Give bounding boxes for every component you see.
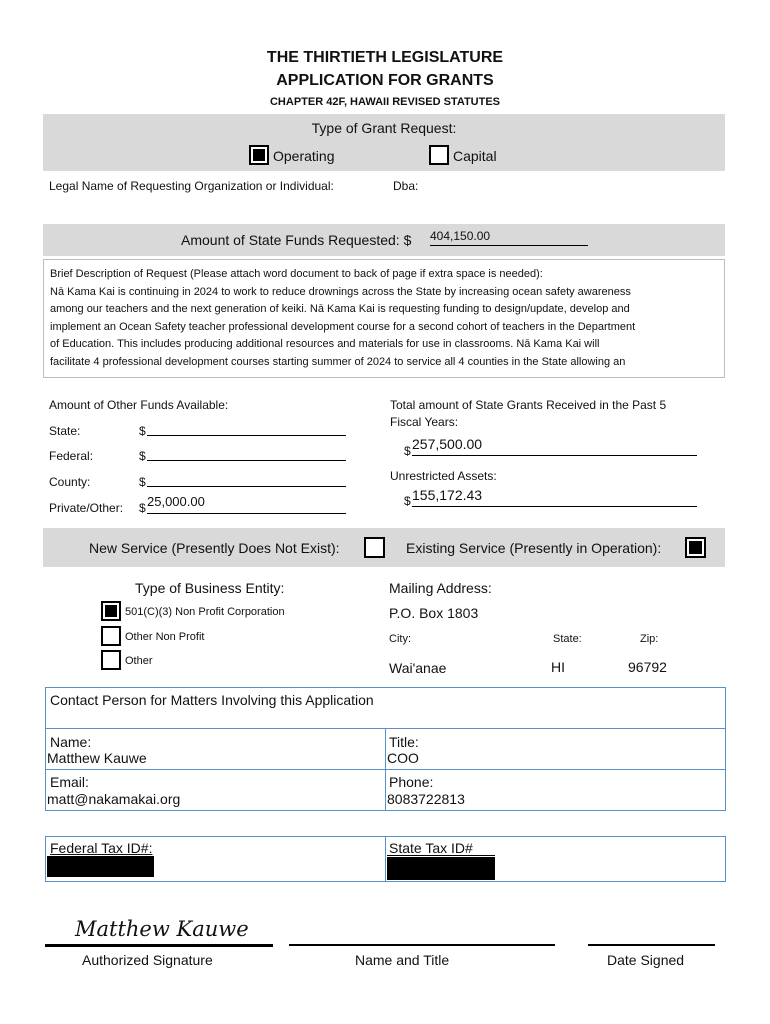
state-funds-line xyxy=(147,435,346,436)
dba-label: Dba: xyxy=(393,179,419,193)
name-title-label: Name and Title xyxy=(355,952,450,968)
date-signed-label: Date Signed xyxy=(607,952,685,968)
other-entity-checkbox[interactable] xyxy=(101,650,121,670)
state-grants-value[interactable]: 257,500.00 xyxy=(412,436,483,452)
state-label: State: xyxy=(553,633,582,645)
unrestricted-assets-line xyxy=(412,506,697,507)
unrestricted-assets-value[interactable]: 155,172.43 xyxy=(412,487,483,503)
unrestricted-assets-dollar: $ xyxy=(404,494,411,508)
description-line: implement an Ocean Safety teacher professional development course for a second cohort of teachers in the Department xyxy=(50,320,636,333)
city-label: City: xyxy=(389,633,411,645)
form-subtitle-chapter: CHAPTER 42F, HAWAII REVISED STATUTES xyxy=(269,96,500,108)
legal-name-label: Legal Name of Requesting Organization or Individual: xyxy=(49,179,334,193)
private-funds-dollar: $ xyxy=(139,501,146,515)
title-value[interactable]: COO xyxy=(387,750,419,766)
phone-value[interactable]: 8083722813 xyxy=(387,791,465,807)
title-label: Title: xyxy=(389,734,419,750)
description-line: Nā Kama Kai is continuing in 2024 to work to reduce drownings across the State by increasing ocean safety awareness xyxy=(50,285,631,298)
city-value[interactable]: Wai'anae xyxy=(389,660,447,676)
description-line: of Education. This includes producing additional resources and materials for use in classrooms. Nā Kama Kai will xyxy=(50,338,600,350)
state-grants-dollar: $ xyxy=(404,444,411,458)
new-service-checkbox[interactable] xyxy=(364,537,385,558)
state-funds-label: State: xyxy=(49,424,81,438)
state-tax-id-redaction xyxy=(387,857,495,880)
description-label: Brief Description of Request (Please attach word document to back of page if extra space is needed): xyxy=(50,268,543,280)
new-service-label: New Service (Presently Does Not Exist): xyxy=(89,540,340,556)
business-entity-label: Type of Business Entity: xyxy=(135,580,285,596)
capital-label: Capital xyxy=(453,148,497,164)
county-funds-dollar: $ xyxy=(139,475,146,489)
federal-funds-label: Federal: xyxy=(49,449,94,463)
handwritten-signature: Matthew Kauwe xyxy=(75,917,249,941)
other-nonprofit-checkbox[interactable] xyxy=(101,626,121,646)
description-box[interactable] xyxy=(43,259,725,378)
signature-line xyxy=(45,944,273,947)
zip-value[interactable]: 96792 xyxy=(628,659,667,675)
capital-checkbox[interactable] xyxy=(429,145,449,165)
unrestricted-assets-label: Unrestricted Assets: xyxy=(390,469,497,483)
federal-funds-line xyxy=(147,460,346,461)
state-grants-line xyxy=(412,455,697,456)
state-grants-label: Total amount of State Grants Received in the Past 5 xyxy=(390,398,667,412)
state-tax-id-label: State Tax ID# xyxy=(389,840,473,856)
mailing-address-value[interactable]: P.O. Box 1803 xyxy=(389,605,479,621)
federal-tax-id-redaction xyxy=(47,856,154,877)
mailing-address-label: Mailing Address: xyxy=(389,580,492,596)
amount-requested-label: Amount of State Funds Requested: $ xyxy=(181,232,412,248)
contact-divider xyxy=(385,728,386,811)
existing-service-label: Existing Service (Presently in Operation): xyxy=(406,540,662,556)
form-title-application: APPLICATION FOR GRANTS xyxy=(276,72,494,89)
county-funds-label: County: xyxy=(49,475,91,489)
private-funds-line xyxy=(147,513,346,514)
federal-funds-dollar: $ xyxy=(139,449,146,463)
other-entity-label: Other xyxy=(125,655,153,667)
date-signed-line xyxy=(588,944,715,946)
name-value[interactable]: Matthew Kauwe xyxy=(47,750,147,766)
operating-label: Operating xyxy=(273,148,335,164)
private-funds-label: Private/Other: xyxy=(49,501,124,515)
existing-service-checkbox[interactable] xyxy=(685,537,706,558)
federal-tax-id-label: Federal Tax ID#: xyxy=(50,840,153,856)
state-funds-dollar: $ xyxy=(139,424,146,438)
private-funds-value[interactable]: 25,000.00 xyxy=(147,494,205,509)
grant-type-label: Type of Grant Request: xyxy=(311,120,457,136)
nonprofit-501c3-label: 501(C)(3) Non Profit Corporation xyxy=(125,606,285,618)
description-line: facilitate 4 professional development courses starting summer of 2024 to service all 4 counties in the State allowing an xyxy=(50,355,626,368)
form-title-legislature: THE THIRTIETH LEGISLATURE xyxy=(266,49,504,66)
phone-label: Phone: xyxy=(389,774,434,790)
description-line: among our teachers and the next generation of keiki. Nā Kama Kai is requesting funding to design/update, develop and xyxy=(50,303,630,315)
state-tax-id-underline xyxy=(387,855,495,856)
tax-id-divider xyxy=(385,836,386,882)
email-value[interactable]: matt@nakamakai.org xyxy=(47,791,181,807)
other-nonprofit-label: Other Non Profit xyxy=(125,631,205,643)
zip-label: Zip: xyxy=(640,633,659,645)
amount-requested-line xyxy=(430,245,588,246)
contact-header: Contact Person for Matters Involving this Application xyxy=(50,692,374,708)
name-title-line xyxy=(289,944,555,946)
county-funds-line xyxy=(147,486,346,487)
amount-requested-value[interactable]: 404,150.00 xyxy=(430,229,491,243)
operating-checkbox[interactable] xyxy=(249,145,269,165)
authorized-signature-label: Authorized Signature xyxy=(82,952,213,968)
name-label: Name: xyxy=(50,734,92,750)
email-label: Email: xyxy=(50,774,89,790)
other-funds-label: Amount of Other Funds Available: xyxy=(49,398,229,412)
state-value[interactable]: HI xyxy=(551,659,565,675)
nonprofit-501c3-checkbox[interactable] xyxy=(101,601,121,621)
state-grants-label-line2: Fiscal Years: xyxy=(390,415,459,429)
